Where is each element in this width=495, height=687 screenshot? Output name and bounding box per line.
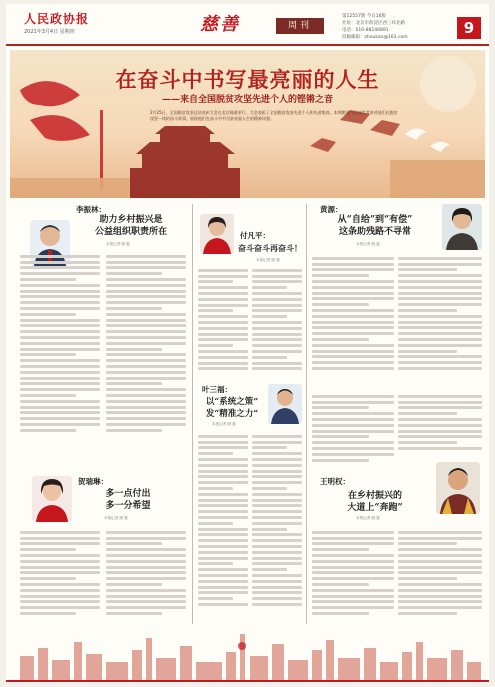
article-title: 以“系统之策” 发“精准之力” (205, 397, 259, 419)
article-name: 黄源： (320, 205, 343, 214)
column-divider (306, 204, 307, 624)
weekly-tag: 周刊 (276, 18, 324, 34)
portrait-ye-sanfu (268, 384, 302, 424)
portrait-wang-mingquan (436, 462, 480, 514)
article-name: 王明权： (320, 477, 350, 486)
subheadline: ——来自全国脱贫攻坚先进个人的铿锵之音 (161, 95, 333, 105)
column-divider (192, 204, 193, 624)
newspaper-page (6, 4, 489, 683)
issue-line: 第12557期 今日16版 (342, 14, 386, 19)
city-skyline-illustration (10, 632, 485, 682)
article-body (106, 528, 186, 632)
article-title: 多一点付出 多一分希望 (105, 489, 151, 511)
issue-line: 电话：010-88146891 (342, 28, 389, 33)
article-name: 李振林： (76, 205, 106, 214)
issue-line: 投稿邮箱：zhoukan@163.com (342, 35, 408, 40)
portrait-fu-fanping (200, 214, 234, 254)
article-body (252, 266, 302, 386)
article-title: 助力乡村振兴是 公益组织职责所在 (94, 215, 167, 237)
article-body (20, 252, 100, 462)
issue-line: 社址：北京市海淀区西三环北路 (342, 21, 405, 26)
issue-info (342, 13, 452, 41)
paper-name: 人民政协报 (24, 12, 90, 26)
article-title: 在乡村振兴的 大道上“奔跑” (347, 491, 403, 513)
article-name: 付凡平： (240, 231, 270, 240)
masthead (6, 4, 489, 46)
intro-text: 2月25日，全国脱贫攻坚总结表彰大会在北京隆重举行。大会表彰了全国脱贫攻坚先进个人和先进集体。本期邀请几位获奖者讲述他们在脱贫攻坚一线的奋斗故事，展现他们在奋斗中书写最亮丽人生的精神风貌。 (150, 110, 398, 121)
article-body (398, 254, 482, 384)
article-name: 贺瑞琳： (78, 477, 108, 486)
article-byline: 本报记者 顾 磊 (356, 516, 380, 520)
article-title: 奋斗奋斗再奋斗！ (238, 243, 302, 253)
headline: 在奋斗中书写最亮丽的人生 (115, 67, 380, 92)
article-body (252, 432, 302, 632)
article-title: 从“自给”到“有偿” 这条助残路不寻常 (337, 215, 413, 237)
portrait-huang-yuan (442, 204, 482, 250)
article-name: 叶三福： (202, 385, 232, 394)
article-body (20, 528, 100, 632)
article-body (312, 392, 394, 472)
article-body (398, 528, 482, 632)
paper-date: 2021年3月4日 星期四 (24, 29, 75, 35)
article-body (198, 266, 248, 386)
article-byline: 本报记者 顾 磊 (106, 242, 130, 246)
article-byline: 本报记者 顾 磊 (104, 516, 128, 520)
article-body (106, 252, 186, 462)
article-byline: 本报记者 顾 磊 (356, 242, 380, 246)
article-body (312, 528, 394, 632)
portrait-he-ruilin (32, 476, 72, 522)
section-title: 慈善 (200, 14, 240, 35)
article-body (312, 254, 394, 384)
article-byline: 本报记者 顾 磊 (212, 422, 236, 426)
page-number: 9 (457, 17, 481, 39)
bottom-rule (6, 680, 489, 682)
article-byline: 本报记者 顾 磊 (256, 258, 280, 262)
article-body (398, 392, 482, 458)
article-body (198, 432, 248, 632)
hero-banner (10, 50, 485, 198)
